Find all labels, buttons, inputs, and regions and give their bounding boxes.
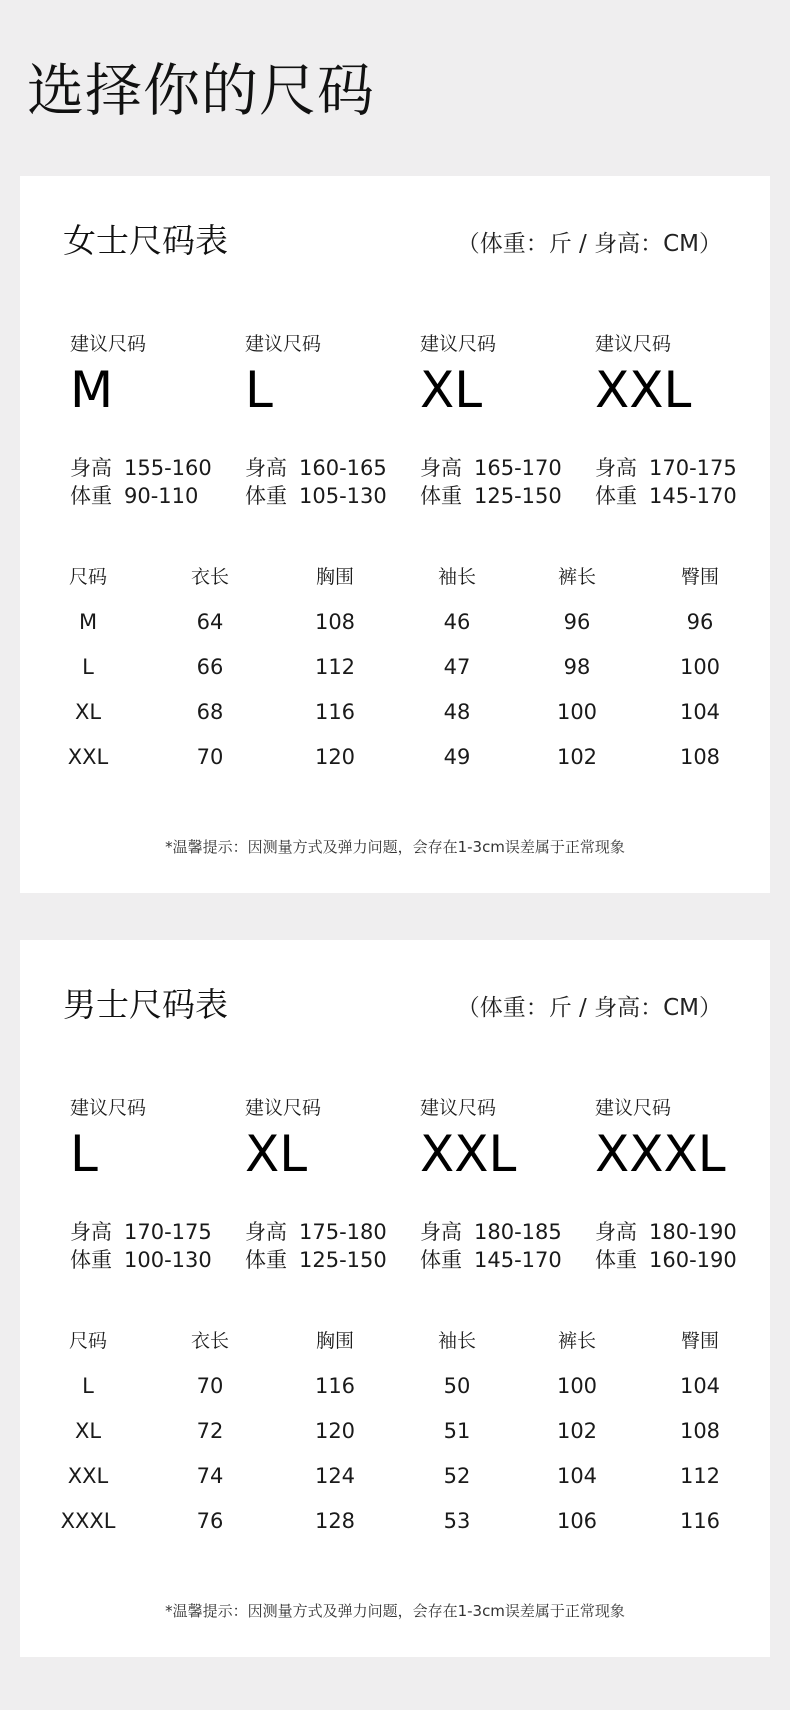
rec-height: [245, 1218, 387, 1246]
rec-label: 建议尺码: [245, 333, 322, 355]
table-cell-size: XXL: [67, 745, 109, 769]
women-tip-note: *温馨提示：因测量方式及弹力问题，会存在1-3cm误差属于正常现象: [165, 838, 625, 856]
table-cell-sleeve: 51: [443, 1419, 471, 1443]
table-header-size: 尺码: [68, 566, 107, 588]
table-cell-chest: 116: [314, 700, 356, 724]
table-cell-size: L: [82, 655, 94, 679]
weight-label: 体重: [245, 1248, 287, 1272]
rec-weight: [420, 482, 562, 510]
table-cell-pants: 98: [563, 655, 591, 679]
table-cell-hip: 108: [679, 1419, 721, 1443]
table-cell-hip: 116: [679, 1509, 721, 1533]
height-label: 身高: [595, 456, 637, 480]
table-cell-pants: 96: [563, 610, 591, 634]
table-cell-chest: 116: [314, 1374, 356, 1398]
table-header-length: 衣长: [190, 566, 229, 588]
table-cell-size: XXL: [67, 1464, 109, 1488]
table-cell-hip: 96: [686, 610, 714, 634]
rec-size: XXXL: [595, 1125, 726, 1183]
height-value: 165-170: [474, 456, 562, 480]
height-label: 身高: [245, 1220, 287, 1244]
table-cell-length: 74: [196, 1464, 224, 1488]
rec-size: XXL: [420, 1125, 517, 1183]
height-label: 身高: [70, 456, 112, 480]
table-cell-sleeve: 46: [443, 610, 471, 634]
weight-value: 125-150: [299, 1248, 387, 1272]
weight-value: 90-110: [124, 484, 199, 508]
rec-label: 建议尺码: [420, 333, 497, 355]
women-units-note: （体重：斤 / 身高：CM）: [456, 231, 722, 257]
weight-value: 100-130: [124, 1248, 212, 1272]
weight-label: 体重: [420, 1248, 462, 1272]
weight-value: 105-130: [299, 484, 387, 508]
men-size-card: [20, 940, 770, 1657]
height-value: 160-165: [299, 456, 387, 480]
table-cell-chest: 120: [314, 1419, 356, 1443]
rec-size: M: [70, 361, 114, 419]
table-cell-pants: 104: [556, 1464, 598, 1488]
table-cell-hip: 112: [679, 1464, 721, 1488]
height-value: 170-175: [124, 1220, 212, 1244]
height-label: 身高: [420, 1220, 462, 1244]
rec-weight: [595, 482, 737, 510]
table-header-chest: 胸围: [315, 566, 354, 588]
rec-height: [595, 454, 737, 482]
rec-height: [70, 1218, 212, 1246]
rec-size: L: [70, 1125, 98, 1183]
rec-height: [245, 454, 387, 482]
table-cell-chest: 108: [314, 610, 356, 634]
table-cell-chest: 120: [314, 745, 356, 769]
weight-value: 145-170: [649, 484, 737, 508]
table-cell-chest: 112: [314, 655, 356, 679]
table-cell-size: M: [78, 610, 98, 634]
rec-label: 建议尺码: [420, 1097, 497, 1119]
table-cell-size: XXXL: [60, 1509, 116, 1533]
table-cell-size: L: [82, 1374, 94, 1398]
table-cell-sleeve: 52: [443, 1464, 471, 1488]
height-value: 155-160: [124, 456, 212, 480]
table-header-chest: 胸围: [315, 1330, 354, 1352]
rec-size: XL: [245, 1125, 308, 1183]
rec-weight: [595, 1246, 737, 1274]
men-tip-note: *温馨提示：因测量方式及弹力问题，会存在1-3cm误差属于正常现象: [165, 1602, 625, 1620]
table-header-hip: 臀围: [680, 566, 719, 588]
men-card-title: 男士尺码表: [63, 985, 228, 1024]
table-cell-sleeve: 49: [443, 745, 471, 769]
rec-weight: [245, 1246, 387, 1274]
height-value: 170-175: [649, 456, 737, 480]
table-cell-length: 70: [196, 745, 224, 769]
table-cell-sleeve: 50: [443, 1374, 471, 1398]
table-cell-size: XL: [74, 700, 102, 724]
rec-size: L: [245, 361, 273, 419]
weight-label: 体重: [245, 484, 287, 508]
height-value: 180-190: [649, 1220, 737, 1244]
rec-weight: [70, 482, 198, 510]
rec-label: 建议尺码: [595, 1097, 672, 1119]
rec-label: 建议尺码: [70, 333, 147, 355]
weight-label: 体重: [70, 1248, 112, 1272]
table-cell-pants: 102: [556, 1419, 598, 1443]
page-title: 选择你的尺码: [27, 58, 375, 124]
table-cell-length: 72: [196, 1419, 224, 1443]
rec-label: 建议尺码: [245, 1097, 322, 1119]
table-cell-length: 76: [196, 1509, 224, 1533]
table-cell-sleeve: 47: [443, 655, 471, 679]
rec-height: [420, 454, 562, 482]
men-size-table: [20, 1327, 770, 1533]
table-cell-sleeve: 53: [443, 1509, 471, 1533]
table-header-size: 尺码: [68, 1330, 107, 1352]
table-cell-hip: 104: [679, 700, 721, 724]
rec-weight: [420, 1246, 562, 1274]
women-size-card: [20, 176, 770, 893]
table-cell-length: 68: [196, 700, 224, 724]
table-header-pants: 裤长: [557, 566, 596, 588]
table-cell-hip: 100: [679, 655, 721, 679]
rec-size: XL: [420, 361, 483, 419]
table-cell-hip: 104: [679, 1374, 721, 1398]
table-cell-hip: 108: [679, 745, 721, 769]
weight-label: 体重: [70, 484, 112, 508]
rec-label: 建议尺码: [70, 1097, 147, 1119]
weight-label: 体重: [595, 484, 637, 508]
weight-value: 145-170: [474, 1248, 562, 1272]
men-units-note: （体重：斤 / 身高：CM）: [456, 995, 722, 1021]
table-header-pants: 裤长: [557, 1330, 596, 1352]
women-size-table: [20, 563, 770, 769]
table-cell-sleeve: 48: [443, 700, 471, 724]
table-cell-size: XL: [74, 1419, 102, 1443]
height-label: 身高: [70, 1220, 112, 1244]
table-cell-pants: 106: [556, 1509, 598, 1533]
height-value: 180-185: [474, 1220, 562, 1244]
table-header-sleeve: 袖长: [437, 1330, 476, 1352]
table-cell-pants: 102: [556, 745, 598, 769]
height-label: 身高: [595, 1220, 637, 1244]
rec-weight: [245, 482, 387, 510]
rec-size: XXL: [595, 361, 692, 419]
table-cell-pants: 100: [556, 700, 598, 724]
rec-weight: [70, 1246, 212, 1274]
table-cell-chest: 124: [314, 1464, 356, 1488]
height-value: 175-180: [299, 1220, 387, 1244]
table-cell-length: 70: [196, 1374, 224, 1398]
rec-height: [420, 1218, 562, 1246]
rec-label: 建议尺码: [595, 333, 672, 355]
table-header-length: 衣长: [190, 1330, 229, 1352]
table-cell-length: 66: [196, 655, 224, 679]
women-card-title: 女士尺码表: [63, 221, 228, 260]
weight-label: 体重: [420, 484, 462, 508]
height-label: 身高: [245, 456, 287, 480]
rec-height: [70, 454, 212, 482]
weight-label: 体重: [595, 1248, 637, 1272]
rec-height: [595, 1218, 737, 1246]
table-cell-pants: 100: [556, 1374, 598, 1398]
weight-value: 125-150: [474, 484, 562, 508]
table-header-hip: 臀围: [680, 1330, 719, 1352]
weight-value: 160-190: [649, 1248, 737, 1272]
table-cell-length: 64: [196, 610, 224, 634]
table-cell-chest: 128: [314, 1509, 356, 1533]
height-label: 身高: [420, 456, 462, 480]
table-header-sleeve: 袖长: [437, 566, 476, 588]
